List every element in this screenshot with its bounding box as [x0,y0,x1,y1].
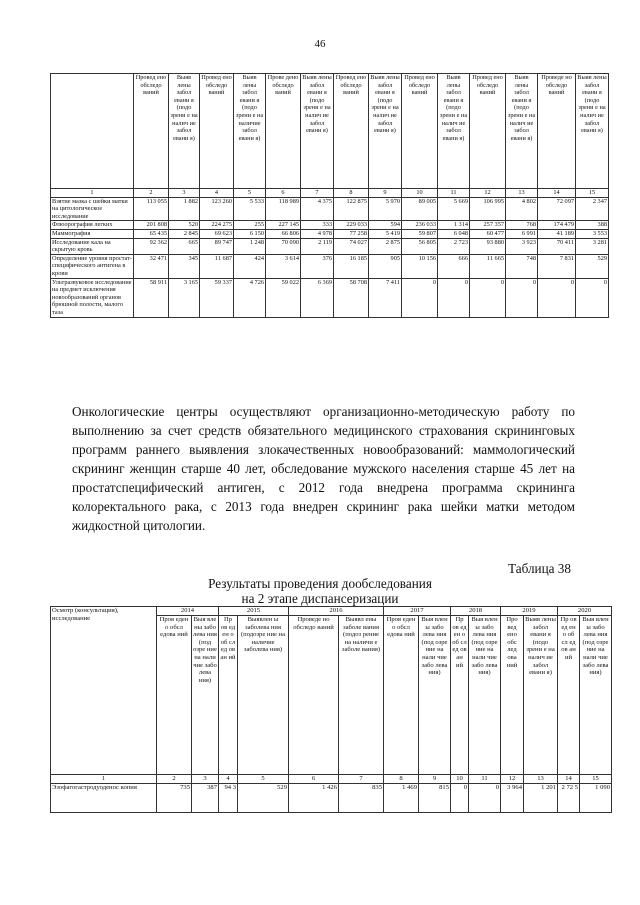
column-number-row [51,189,609,198]
value-cell: 3 281 [576,238,609,254]
value-cell: 376 [301,254,334,278]
column-number: 2 [134,189,169,198]
header-cell: Выяв лены забол евани я (подо зрени е на налич ие забол евани я) [369,74,402,189]
value-cell: 529 [576,254,609,278]
value-cell: 77 258 [334,229,369,238]
header-cell: Проведе но обследо ваний [538,74,576,189]
value-cell: 122 875 [334,197,369,221]
header-cell: Выяв лены забол евани я (подо зрени е на налич ие забол евани я) [576,74,609,189]
value-cell: 16 185 [334,254,369,278]
column-number: 15 [580,775,612,784]
value-cell: 0 [470,278,506,317]
value-cell: 665 [169,238,200,254]
corner-header: Осмотр (консультация), исследование [51,607,157,775]
column-number: 5 [234,189,266,198]
value-cell: 224 275 [200,221,234,230]
value-cell: 2 845 [169,229,200,238]
year-header: 2020 [558,607,612,616]
value-cell: 10 156 [402,254,438,278]
value-cell: 32 471 [134,254,169,278]
column-number: 13 [506,189,538,198]
column-number: 12 [501,775,524,784]
value-cell: 1 314 [438,221,470,230]
value-cell: 92 362 [134,238,169,254]
value-cell: 60 477 [470,229,506,238]
value-cell: 58 708 [334,278,369,317]
header-cell: Провед ено обследо ваний [470,74,506,189]
column-number: 6 [289,775,339,784]
column-number: 2 [157,775,192,784]
year-header: 2015 [219,607,289,616]
value-cell: 3 923 [506,238,538,254]
value-cell: 106 995 [470,197,506,221]
value-cell: 113 055 [134,197,169,221]
value-cell: 835 [339,784,384,813]
value-cell: 59 807 [402,229,438,238]
value-cell: 65 435 [134,229,169,238]
followup-table [50,606,612,813]
value-cell: 6 150 [234,229,266,238]
value-cell: 1 882 [169,197,200,221]
table-title-line: Результаты проведения дообследования [208,576,432,591]
value-cell: 594 [369,221,402,230]
value-cell: 815 [419,784,451,813]
year-header: 2018 [451,607,501,616]
body-paragraph: Онкологические центры осуществляют организационно-методическую работу по выполнению за счет средств обязательного медицинского страхования скрининговых программ раннего выявления злокачественных новообразований: маммологический скрининг женщин старше 40 лет, обследование мужского населения старше 45 лет на простатспецифический антиген, с 2012 года внедрена программа скрининга колоректального рака, с 2013 года внедрен скрининг рака шейки матки методом жидкостной цитологии. [72,404,575,533]
header-cell: Выяв лены забол евани я (подо зрени е на налич ие забол евани я) [524,616,558,775]
column-number: 11 [438,189,470,198]
header-cell: Выяв лены забол евани я (подо зрени е на наличие забол евани я) [234,74,266,189]
column-number: 10 [451,775,469,784]
header-cell: Про вед ено обс лед ова ний [501,616,524,775]
column-number: 8 [384,775,419,784]
header-cell: Выявлен ы заболева ния (подозре ние на наличие заболева ния) [238,616,289,775]
column-number: 3 [169,189,200,198]
value-cell: 6 369 [301,278,334,317]
header-cell: Провед ено обследо ваний [334,74,369,189]
column-number: 15 [576,189,609,198]
value-cell: 0 [506,278,538,317]
value-cell: 89 005 [402,197,438,221]
value-cell: 59 337 [200,278,234,317]
value-cell: 424 [234,254,266,278]
value-cell: 0 [438,278,470,317]
value-cell: 748 [506,254,538,278]
column-number-row [51,775,612,784]
value-cell: 41 189 [538,229,576,238]
value-cell: 3 165 [169,278,200,317]
header-cell: Выявл ены заболе вания (подоз рение на наличи е заболе вания) [339,616,384,775]
table-row [51,254,609,278]
column-number: 4 [200,189,234,198]
header-cell: Провед ено обследо ваний [200,74,234,189]
value-cell: 2 723 [438,238,470,254]
value-cell: 5 970 [369,197,402,221]
header-cell: Пр ов ед ен о об сл ед ов ан ий [219,616,238,775]
value-cell: 388 [576,221,609,230]
header-cell: Выяв лены забол евани я (подо зрени е на налич ие забол евани я) [169,74,200,189]
value-cell: 255 [234,221,266,230]
table-header-row [51,74,609,189]
row-label: Эзофагогастродуоденос копия [51,784,157,813]
value-cell: 1 090 [580,784,612,813]
row-label: Ультразвуковое исследование на предмет исключения новообразований органов брюшной полости, малого таза [52,278,132,316]
header-cell: Выя влен ы забо лева ния (под озре ние на нали чие забо лева ния) [419,616,451,775]
header-cell: Пров еден о обсл едова ний [384,616,419,775]
table-title-line: на 2 этапе диспансеризации [241,591,399,606]
value-cell: 3 553 [576,229,609,238]
value-cell: 0 [576,278,609,317]
value-cell: 4 978 [301,229,334,238]
value-cell: 2 119 [301,238,334,254]
value-cell: 5 533 [234,197,266,221]
value-cell: 59 022 [266,278,301,317]
header-cell: Пр ов ед ен о об сл ед ов ан ий [451,616,469,775]
value-cell: 6 048 [438,229,470,238]
column-number: 8 [334,189,369,198]
header-cell: Выяв лены забол евани я (подо зрени е на налич ие забол евани я) [438,74,470,189]
value-cell: 69 623 [200,229,234,238]
value-cell: 0 [538,278,576,317]
value-cell: 333 [301,221,334,230]
value-cell: 3 964 [501,784,524,813]
row-label: Маммография [51,229,134,238]
value-cell: 4 726 [234,278,266,317]
value-cell: 0 [469,784,501,813]
value-cell: 66 806 [266,229,301,238]
value-cell: 529 [238,784,289,813]
row-label: Флюорография легких [51,221,134,230]
column-number: 12 [470,189,506,198]
value-cell: 2 875 [369,238,402,254]
value-cell: 6 991 [506,229,538,238]
value-cell: 58 911 [134,278,169,317]
table-caption: Таблица 38 [508,561,571,576]
table-row [51,238,609,254]
value-cell: 387 [192,784,219,813]
value-cell: 4 802 [506,197,538,221]
value-cell: 72 097 [538,197,576,221]
value-cell: 3 614 [266,254,301,278]
table-row [51,229,609,238]
table-row [51,784,612,813]
header-cell: Провед ено обследо ваний [402,74,438,189]
header-cell: Пр ов ед ен о об сл ед ов ан ий [558,616,580,775]
header-cell: Выя вле ны забо лева ния (под озре ние на нали чие забо лева ния) [192,616,219,775]
column-number: 3 [192,775,219,784]
year-header: 2016 [289,607,384,616]
value-cell: 5 419 [369,229,402,238]
value-cell: 5 669 [438,197,470,221]
table-title [0,576,640,606]
year-header: 2017 [384,607,451,616]
value-cell: 93 880 [470,238,506,254]
value-cell: 201 808 [134,221,169,230]
value-cell: 94 3 [219,784,238,813]
value-cell: 229 033 [334,221,369,230]
column-number: 4 [219,775,238,784]
value-cell: 118 989 [266,197,301,221]
value-cell: 0 [402,278,438,317]
row-label: Взятие мазка с шейки матки на цитологическое исследование [51,197,134,221]
header-cell: Прове дено обследо ваний [266,74,301,189]
column-number: 7 [339,775,384,784]
value-cell: 236 033 [402,221,438,230]
value-cell: 1 426 [289,784,339,813]
value-cell: 0 [451,784,469,813]
value-cell: 11 665 [470,254,506,278]
column-number: 14 [538,189,576,198]
column-number: 6 [266,189,301,198]
column-number: 9 [369,189,402,198]
header-cell: Выяв лены забол евани я (подо зрени е на налич ие забол евани я) [506,74,538,189]
value-cell: 905 [369,254,402,278]
header-cell: Пров еден о обсл едова ний [157,616,192,775]
header-cell [51,74,134,189]
value-cell: 4 375 [301,197,334,221]
table-row [51,197,609,221]
table-body [51,197,609,317]
table-body [51,784,612,813]
column-number: 1 [51,775,157,784]
value-cell: 227 145 [266,221,301,230]
value-cell: 7 411 [369,278,402,317]
value-cell: 1 469 [384,784,419,813]
value-cell: 7 831 [538,254,576,278]
value-cell: 768 [506,221,538,230]
value-cell: 70 090 [266,238,301,254]
value-cell: 11 687 [200,254,234,278]
column-number: 13 [524,775,558,784]
value-cell: 257 357 [470,221,506,230]
value-cell: 666 [438,254,470,278]
header-cell: Проведе но обследо ваний [289,616,339,775]
header-cell: Выя влен ы забо лева ния (под озре ние на нали чие забо лева ния) [580,616,612,775]
value-cell: 2 347 [576,197,609,221]
column-number: 14 [558,775,580,784]
header-cell: Провед ено обследо ваний [134,74,169,189]
value-cell: 1 248 [234,238,266,254]
column-number: 5 [238,775,289,784]
row-label: Исследование кала на скрытую кровь [51,238,134,254]
year-header: 2014 [157,607,219,616]
value-cell: 123 260 [200,197,234,221]
value-cell: 1 201 [524,784,558,813]
column-number: 1 [51,189,134,198]
table-row [51,221,609,230]
column-number: 7 [301,189,334,198]
header-cell: Выя влен ы забо лева ния (под озре ние на нали чие забо лева ния) [469,616,501,775]
value-cell: 74 027 [334,238,369,254]
value-cell: 174 479 [538,221,576,230]
header-cell: Выяв лены забол евани я (подо зрени е на налич ие забол евани я) [301,74,334,189]
value-cell: 56 805 [402,238,438,254]
year-header: 2019 [501,607,558,616]
table-row [51,278,609,317]
column-number: 9 [419,775,451,784]
value-cell: 70 411 [538,238,576,254]
column-number: 10 [402,189,438,198]
row-label: Определение уровня простат-специфического антигена в крови [52,254,133,277]
value-cell: 735 [157,784,192,813]
value-cell: 2 72 5 [558,784,580,813]
value-cell: 89 747 [200,238,234,254]
page-number: 46 [314,38,326,50]
value-cell: 520 [169,221,200,230]
column-number: 11 [469,775,501,784]
year-header-row [51,607,612,616]
screening-table [50,73,609,318]
value-cell: 345 [169,254,200,278]
